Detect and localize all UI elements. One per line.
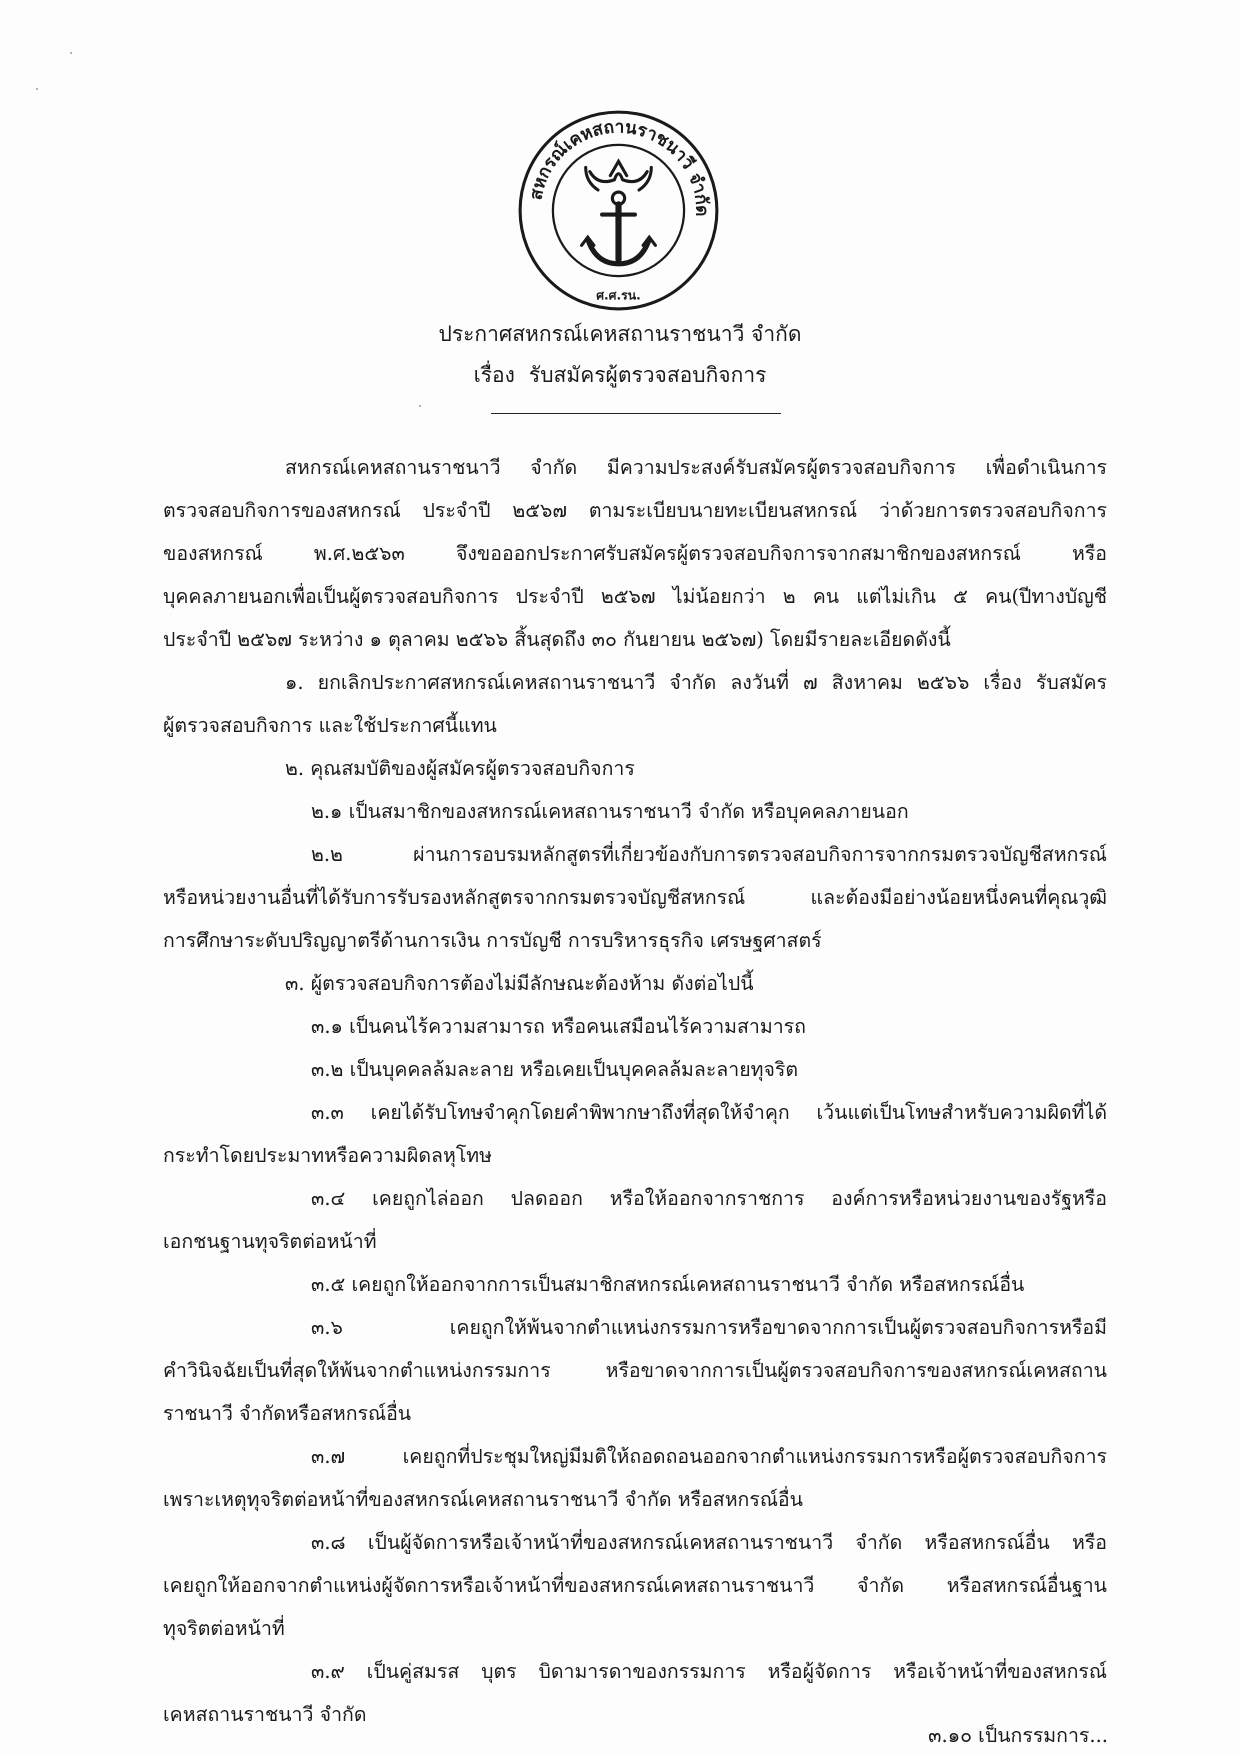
list-item-line: ๒. คุณสมบัติของผู้สมัครผู้ตรวจสอบกิจการ [285,757,635,780]
scan-speck [419,405,421,407]
list-item-line: ๒.๑ เป็นสมาชิกของสหกรณ์เคหสถานราชนาวี จำกัด หรือบุคคลภายนอก [311,800,909,823]
list-item-line: ๓.๒ เป็นบุคคลล้มละลาย หรือเคยเป็นบุคคลล้มละลายทุจริต [311,1058,799,1081]
cooperative-seal [516,108,721,313]
list-item-line: ๓. ผู้ตรวจสอบกิจการต้องไม่มีลักษณะต้องห้าม ดังต่อไปนี้ [285,972,754,995]
list-item-line: เคยถูกให้ออกจากตำแหน่งผู้จัดการหรือเจ้าหน้าที่ของสหกรณ์เคหสถานราชนาวี จำกัด หรือสหกรณ์อื่นฐาน [163,1574,1107,1597]
seal-ring-text: สหกรณ์เคหสถานราชนาวี จำกัด [526,117,712,217]
scan-speck [36,88,38,90]
scan-speck [70,52,72,54]
seal-bottom-text: ศ.ศ.รน. [596,288,641,303]
list-item-line: ๒.๒ ผ่านการอบรมหลักสูตรที่เกี่ยวข้องกับการตรวจสอบกิจการจากกรมตรวจบัญชีสหกรณ์ [311,843,1107,866]
list-item-line: หรือหน่วยงานอื่นที่ได้รับการรับรองหลักสูตรจากกรมตรวจบัญชีสหกรณ์ และต้องมีอย่างน้อยหนึ่งคนที่คุณวุฒิ [163,886,1107,909]
seal-emblem [516,108,721,313]
subject-text: รับสมัครผู้ตรวจสอบกิจการ [528,363,767,387]
continuation-marker: ๓.๑๐ เป็นกรรมการ... [928,1724,1108,1747]
list-item-line: ๓.๔ เคยถูกไล่ออก ปลดออก หรือให้ออกจากราชการ องค์การหรือหน่วยงานของรัฐหรือ [311,1187,1107,1210]
list-item-line: กระทำโดยประมาทหรือความผิดลหุโทษ [163,1144,493,1167]
list-item-line: ๓.๕ เคยถูกให้ออกจากการเป็นสมาชิกสหกรณ์เคหสถานราชนาวี จำกัด หรือสหกรณ์อื่น [311,1273,1025,1296]
list-item-line: ๓.๑ เป็นคนไร้ความสามารถ หรือคนเสมือนไร้ความสามารถ [311,1015,806,1038]
anchor-icon [582,161,656,263]
announcement-title: ประกาศสหกรณ์เคหสถานราชนาวี จำกัด [438,322,802,346]
paragraph-line: สหกรณ์เคหสถานราชนาวี จำกัด มีความประสงค์รับสมัครผู้ตรวจสอบกิจการ เพื่อดำเนินการ [285,456,1107,479]
list-item-line: การศึกษาระดับปริญญาตรีด้านการเงิน การบัญชี การบริหารธุรกิจ เศรษฐศาสตร์ [163,929,822,952]
list-item-line: เคหสถานราชนาวี จำกัด [163,1703,367,1726]
announcement-subject [0,360,1240,390]
subject-label: เรื่อง [473,363,515,387]
paragraph-line: ตรวจสอบกิจการของสหกรณ์ ประจำปี ๒๕๖๗ ตามระเบียบนายทะเบียนสหกรณ์ ว่าด้วยการตรวจสอบกิจการ [163,499,1107,522]
list-item-line: ๑. ยกเลิกประกาศสหกรณ์เคหสถานราชนาวี จำกัด ลงวันที่ ๗ สิงหาคม ๒๕๖๖ เรื่อง รับสมัคร [285,671,1107,694]
list-item-line: ราชนาวี จำกัดหรือสหกรณ์อื่น [163,1402,412,1425]
list-item-line: ๓.๖ เคยถูกให้พ้นจากตำแหน่งกรรมการหรือขาดจากการเป็นผู้ตรวจสอบกิจการหรือมี [311,1316,1107,1339]
paragraph-line: ประจำปี ๒๕๖๗ ระหว่าง ๑ ตุลาคม ๒๕๖๖ สิ้นสุดถึง ๓๐ กันยายน ๒๕๖๗) โดยมีรายละเอียดดังนี้ [163,628,951,651]
paragraph-line: บุคคลภายนอกเพื่อเป็นผู้ตรวจสอบกิจการ ประจำปี ๒๕๖๗ ไม่น้อยกว่า ๒ คน แต่ไม่เกิน ๕ คน(ปีทางบัญชี [163,585,1107,608]
list-item-line: ๓.๙ เป็นคู่สมรส บุตร บิดามารดาของกรรมการ หรือผู้จัดการ หรือเจ้าหน้าที่ของสหกรณ์ [311,1660,1107,1683]
list-item-line: ๓.๓ เคยได้รับโทษจำคุกโดยคำพิพากษาถึงที่สุดให้จำคุก เว้นแต่เป็นโทษสำหรับความผิดที่ได้ [311,1101,1107,1124]
paragraph-line: ของสหกรณ์ พ.ศ.๒๕๖๓ จึงขอออกประกาศรับสมัครผู้ตรวจสอบกิจการจากสมาชิกของสหกรณ์ หรือ [163,542,1107,565]
list-item-line: ผู้ตรวจสอบกิจการ และใช้ประกาศนี้แทน [163,714,497,737]
list-item-line: คำวินิจฉัยเป็นที่สุดให้พ้นจากตำแหน่งกรรมการ หรือขาดจากการเป็นผู้ตรวจสอบกิจการของสหกรณ์เคหสถาน [163,1359,1107,1382]
list-item-line: ทุจริตต่อหน้าที่ [163,1617,285,1640]
list-item-line: เอกชนฐานทุจริตต่อหน้าที่ [163,1230,377,1253]
list-item-line: ๓.๗ เคยถูกที่ประชุมใหญ่มีมติให้ถอดถอนออกจากตำแหน่งกรรมการหรือผู้ตรวจสอบกิจการ [311,1445,1107,1468]
list-item-line: ๓.๘ เป็นผู้จัดการหรือเจ้าหน้าที่ของสหกรณ์เคหสถานราชนาวี จำกัด หรือสหกรณ์อื่น หรือ [311,1531,1107,1554]
list-item-line: เพราะเหตุทุจริตต่อหน้าที่ของสหกรณ์เคหสถานราชนาวี จำกัด หรือสหกรณ์อื่น [163,1488,803,1511]
title-divider [491,413,781,414]
